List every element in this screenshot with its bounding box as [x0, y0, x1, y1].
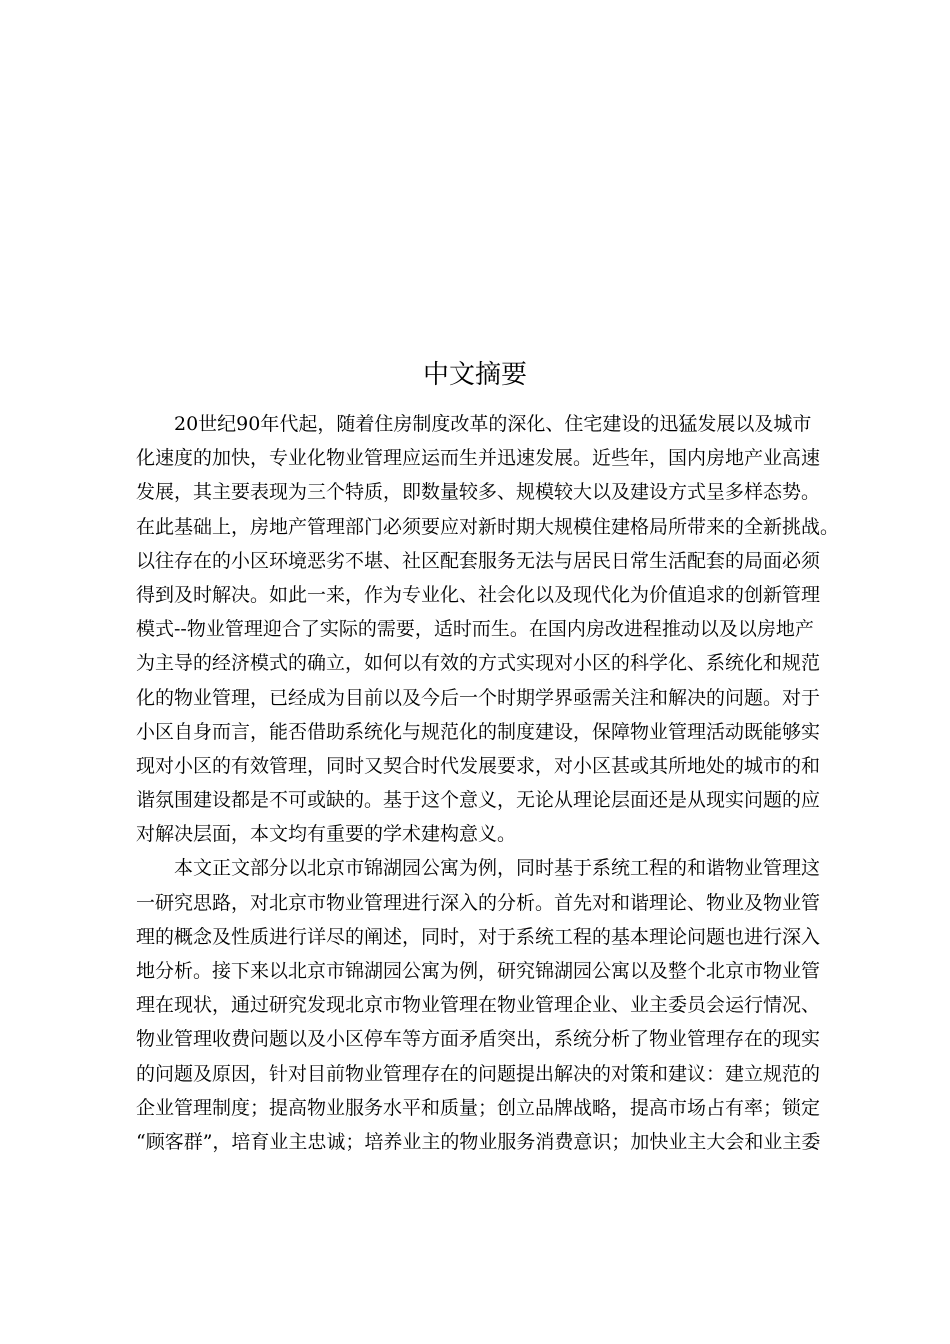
text-line: 得到及时解决。如此一来，作为专业化、社会化以及现代化为价值追求的创新管理	[136, 583, 821, 606]
text-line: 20世纪90年代起，随着住房制度改革的深化、住宅建设的迅猛发展以及城市	[174, 413, 812, 435]
text-line: 对解决层面，本文均有重要的学术建构意义。	[136, 823, 517, 846]
page-title: 中文摘要	[422, 360, 527, 390]
text-line: 小区自身而言，能否借助系统化与规范化的制度建设，保障物业管理活动既能够实	[136, 720, 821, 743]
text-line: 地分析。接下来以北京市锦湖园公寓为例，研究锦湖园公寓以及整个北京市物业管	[136, 960, 821, 982]
text-line: 现对小区的有效管理，同时又契合时代发展要求，对小区甚或其所地处的城市的和	[136, 754, 821, 777]
abstract-body	[136, 407, 852, 1159]
text-line: 化的物业管理，已经成为目前以及今后一个时期学界亟需关注和解决的问题。对于	[136, 686, 821, 709]
text-line: 谐氛围建设都是不可或缺的。基于这个意义，无论从理论层面还是从现实问题的应	[136, 789, 821, 812]
text-line: 企业管理制度；提高物业服务水平和质量；创立品牌战略，提高市场占有率；锁定	[136, 1096, 821, 1119]
text-line: 一研究思路，对北京市物业管理进行深入的分析。首先对和谐理论、物业及物业管	[136, 891, 821, 914]
text-line: 发展，其主要表现为三个特质，即数量较多、规模较大以及建设方式呈多样态势。	[136, 481, 821, 504]
paragraph-2	[136, 851, 852, 1159]
text-line: 的问题及原因，针对目前物业管理存在的问题提出解决的对策和建议：建立规范的	[136, 1062, 821, 1085]
text-line: 本文正文部分以北京市锦湖园公寓为例，同时基于系统工程的和谐物业管理这	[174, 857, 821, 880]
paragraph-1	[136, 407, 852, 851]
text-line: 模式--物业管理迎合了实际的需要，适时而生。在国内房改进程推动以及以房地产	[136, 618, 814, 641]
text-line: 化速度的加快，专业化物业管理应运而生并迅速发展。近些年，国内房地产业高速	[136, 447, 821, 470]
text-line: 物业管理收费问题以及小区停车等方面矛盾突出，系统分析了物业管理存在的现实	[136, 1028, 821, 1051]
text-line: 以往存在的小区环境恶劣不堪、社区配套服务无法与居民日常生活配套的局面必须	[136, 549, 821, 572]
text-line: 理在现状，通过研究发现北京市物业管理在物业管理企业、业主委员会运行情况、	[136, 994, 821, 1017]
text-line: 为主导的经济模式的确立，如何以有效的方式实现对小区的科学化、系统化和规范	[136, 652, 821, 675]
text-line: 在此基础上，房地产管理部门必须要应对新时期大规模住建格局所带来的全新挑战。	[136, 515, 840, 538]
text-line: “顾客群”，培育业主忠诚；培养业主的物业服务消费意识；加快业主大会和业主委	[136, 1130, 821, 1153]
text-line: 理的概念及性质进行详尽的阐述，同时，对于系统工程的基本理论问题也进行深入	[136, 925, 821, 948]
